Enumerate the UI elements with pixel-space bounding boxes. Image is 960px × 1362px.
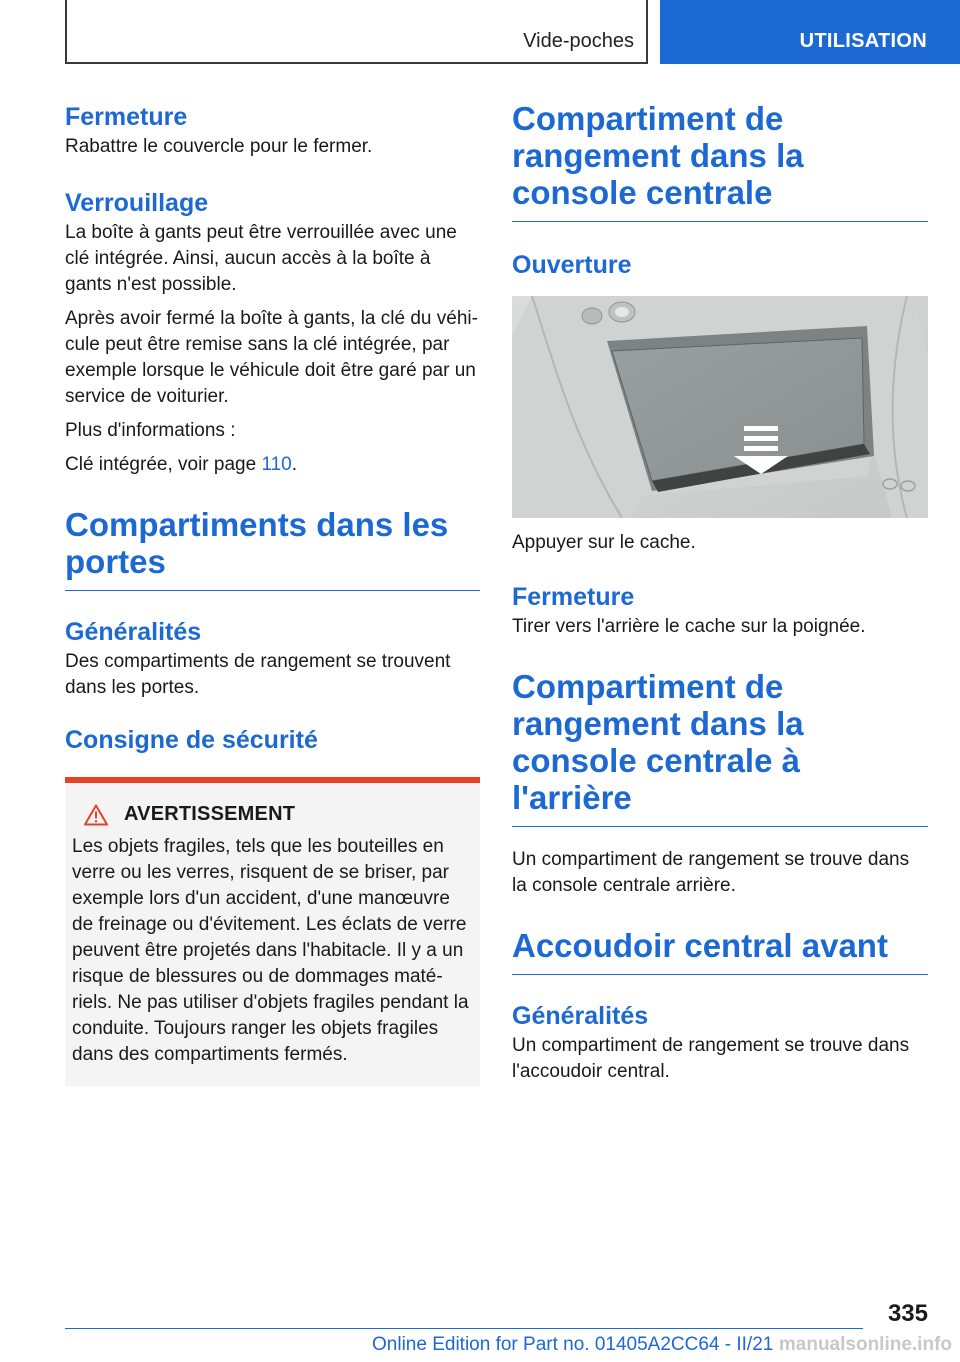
text-fermeture: Rabattre le couvercle pour le fermer. xyxy=(65,136,373,157)
text-console-arriere: Un compartiment de rangement se trouve dans la console centrale arrière. xyxy=(512,849,910,896)
right-column xyxy=(512,100,928,1085)
footer-rule xyxy=(65,1328,863,1329)
text-cle-prefix: Clé intégrée, voir page xyxy=(65,454,262,475)
warning-title: AVERTISSEMENT xyxy=(124,803,296,825)
header-frame xyxy=(65,0,648,64)
page-link-110[interactable]: 110 xyxy=(261,454,292,475)
left-column xyxy=(65,100,480,1086)
watermark: manualsonline.info xyxy=(778,1334,952,1355)
header-chapter-tab[interactable] xyxy=(660,0,960,64)
chapter-tab-label: UTILISATION xyxy=(799,30,927,52)
text-cle-suffix: . xyxy=(291,454,298,475)
heading-fermeture: Fermeture xyxy=(65,103,188,131)
heading-generalites-portes: Généralités xyxy=(65,618,202,646)
heading-accoudoir: Accoudoir central avant xyxy=(512,927,928,975)
warning-box xyxy=(65,777,480,1086)
warning-header xyxy=(72,803,473,826)
heading-verrouillage: Verrouillage xyxy=(65,189,209,217)
text-ouverture: Appuyer sur le cache. xyxy=(512,532,696,553)
page-number: 335 xyxy=(887,1300,928,1327)
text-generalites-accoudoir: Un compartiment de rangement se trouve dans l'accoudoir central. xyxy=(512,1035,910,1082)
header-section-title: Vide-poches xyxy=(523,30,634,52)
text-fermeture-console: Tirer vers l'arrière le cache sur la poignée. xyxy=(512,616,866,637)
heading-compartiment-console: Compartiment de rangement dans la console centrale xyxy=(512,100,928,222)
footer-edition: Online Edition for Part no. 01405A2CC64 - II/21 xyxy=(372,1334,774,1355)
heading-fermeture-console: Fermeture xyxy=(512,583,635,611)
text-verrouillage-4 xyxy=(65,452,480,478)
warning-text: Les objets fragiles, tels que les bouteilles en verre ou les verres, risquent de se briser, par exemple lors d'un accident, d'une manœuvre de freinage ou d'évitement. Les éclats de verre peuvent être projetés dans l'habitacle. Il y a un risque de blessures ou de dommages maté‐riels. Ne pas utiliser d'objets fragiles pendant la conduite. Toujours ranger les objets fragiles dans des compartiments fermés. xyxy=(72,836,469,1065)
text-verrouillage-1: La boîte à gants peut être verrouillée avec une clé intégrée. Ainsi, aucun accès à la boîte à gants n'est possible. xyxy=(65,222,457,295)
text-generalites-portes: Des compartiments de rangement se trouvent dans les portes. xyxy=(65,651,451,698)
heading-consigne-securite: Consigne de sécurité xyxy=(65,726,318,754)
text-verrouillage-3: Plus d'informations : xyxy=(65,420,236,441)
heading-compartiments-portes: Compartiments dans les portes xyxy=(65,506,480,591)
heading-console-arriere: Compartiment de rangement dans la console centrale à l'arrière xyxy=(512,668,928,827)
console-illustration xyxy=(512,296,928,518)
warning-triangle-icon xyxy=(84,804,108,826)
text-verrouillage-2: Après avoir fermé la boîte à gants, la clé du véhi‐cule peut être remise sans la clé intégrée, par exemple lorsque le véhicule doit être garé par un service de voiturier. xyxy=(65,308,478,407)
heading-ouverture: Ouverture xyxy=(512,251,632,279)
console-photo xyxy=(512,296,928,518)
heading-generalites-accoudoir: Généralités xyxy=(512,1002,649,1030)
